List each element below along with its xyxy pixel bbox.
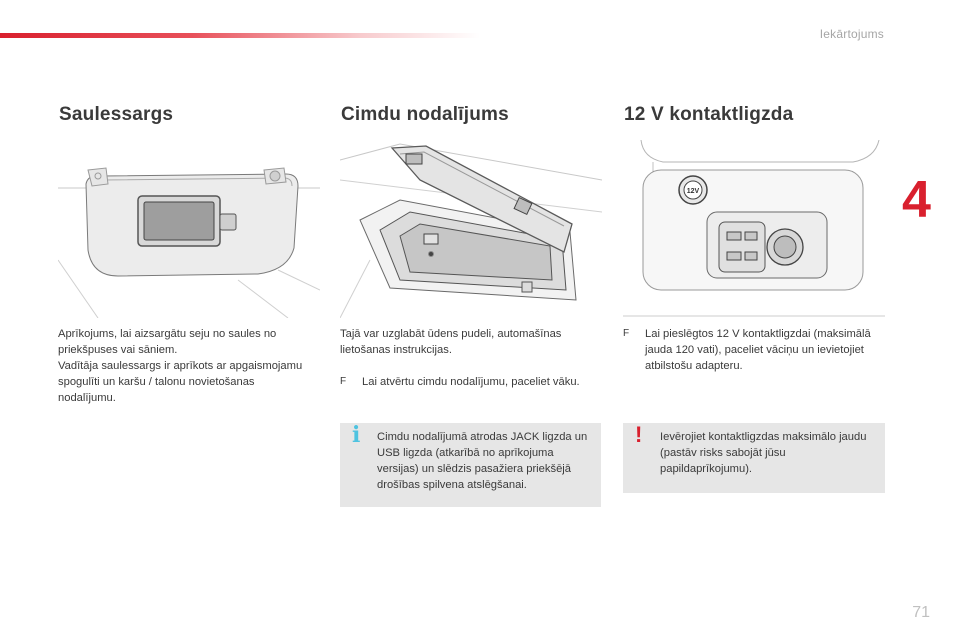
warning-icon: !	[635, 422, 643, 447]
glove-box-info-text: Cimdu nodalījumā atrodas JACK ligzda un USB ligzda (atkarībā no aprīkojuma versijas) un slēdzis pasažiera priekšējā drošības spilvena atslēgšanai.	[377, 431, 588, 491]
socket-instruction	[623, 326, 895, 374]
glove-box-paragraph: Tajā var uzglabāt ūdens pudeli, automašīnas lietošanas instrukcijas.	[340, 328, 562, 356]
chapter-number: 4	[902, 171, 931, 229]
sun-visor-paragraph-1: Aprīkojums, lai aizsargātu seju no saules no priekšpuses vai sāniem.	[58, 328, 277, 356]
page-number: 71	[912, 604, 930, 621]
socket-section	[623, 104, 885, 130]
socket-label: 12V	[686, 188, 700, 195]
socket-heading: 12 V kontaktligzda	[624, 104, 794, 125]
sun-visor-paragraph-2: Vadītāja saulessargs ir aprīkots ar apgaismojamu spogulīti un karšu / talonu novietošanas nodalījumu.	[58, 360, 303, 404]
glove-box-heading: Cimdu nodalījums	[341, 104, 509, 125]
chapter-title: Iekārtojums	[819, 27, 884, 41]
glove-box-illustration	[340, 140, 602, 318]
sun-visor-heading: Saulessargs	[59, 104, 174, 125]
glove-box-info-box	[340, 423, 601, 507]
info-icon: i	[352, 422, 361, 448]
glove-box-instruction-text: Lai atvērtu cimdu nodalījumu, paceliet vāku.	[362, 376, 580, 388]
glove-box-section	[340, 104, 602, 130]
header-accent-bar	[0, 33, 480, 38]
glove-box-instruction	[340, 374, 600, 390]
socket-warning-box	[623, 423, 885, 493]
socket-instruction-text: Lai pieslēgtos 12 V kontaktligzdai (maksimālā jauda 120 vati), paceliet vāciņu un ievietojiet atbilstošu adapteru.	[645, 328, 871, 372]
sun-visor-section	[58, 104, 320, 130]
sun-visor-text	[58, 326, 308, 406]
instruction-bullet-icon: F	[340, 376, 347, 387]
socket-illustration	[623, 140, 885, 318]
socket-warning-text: Ievērojiet kontaktligzdas maksimālo jaudu (pastāv risks sabojāt jūsu papildaprīkojumu).	[660, 431, 867, 475]
sun-visor-illustration	[58, 140, 320, 318]
instruction-bullet-icon: F	[623, 328, 630, 339]
